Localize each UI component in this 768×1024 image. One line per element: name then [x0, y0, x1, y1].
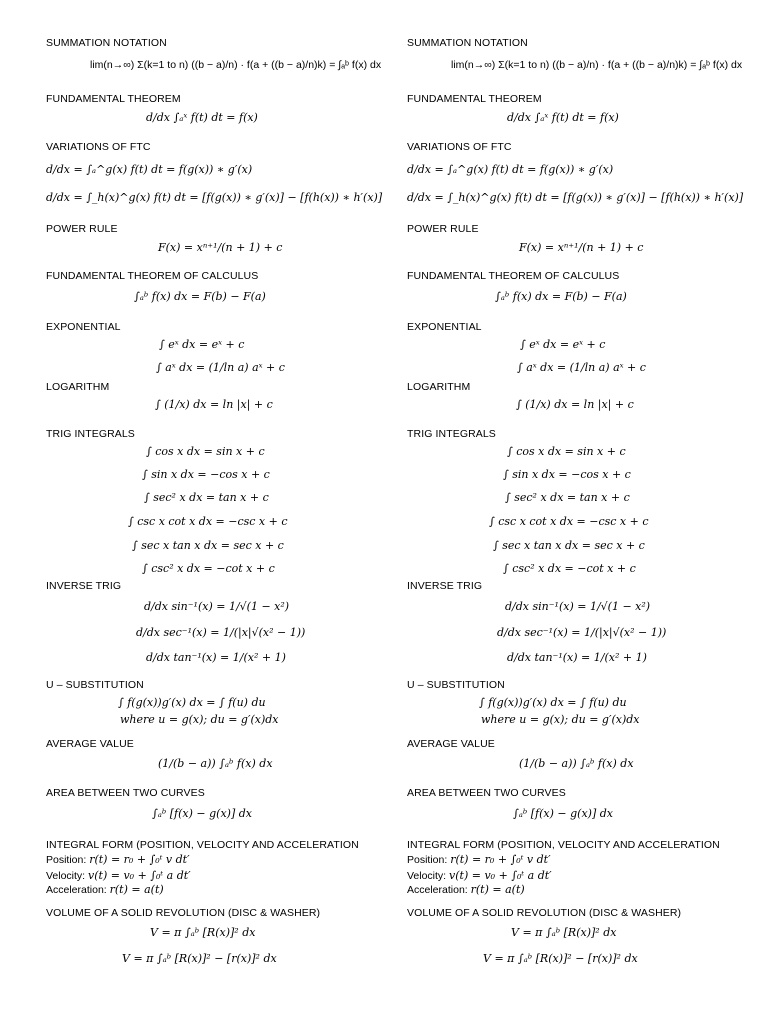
- formula-trig-1: ∫ cos x dx = sin x + c: [507, 445, 626, 458]
- section-title-summation: SUMMATION NOTATION: [46, 37, 167, 49]
- section-title-ftc-calculus: FUNDAMENTAL THEOREM OF CALCULUS: [46, 270, 259, 282]
- section-title-fundamental-theorem: FUNDAMENTAL THEOREM: [46, 93, 181, 105]
- formula-trig-6: ∫ csc² x dx = −cot x + c: [503, 562, 636, 575]
- formula-u-substitution: ∫ f(g(x))g′(x) dx = ∫ f(u) du: [479, 696, 627, 709]
- velocity-row: [407, 869, 552, 882]
- section-title-average-value: AVERAGE VALUE: [46, 738, 134, 750]
- formula-average-value: (1/(b − a)) ∫ₐᵇ f(x) dx: [158, 757, 273, 770]
- section-title-exponential: EXPONENTIAL: [46, 321, 121, 333]
- position-formula: r(t) = r₀ + ∫₀ᵗ v dt′: [450, 853, 551, 866]
- acceleration-formula: r(t) = a(t): [470, 883, 525, 896]
- formula-variations-1: d/dx = ∫ₐ^g(x) f(t) dt = f(g(x)) ∗ g′(x): [407, 163, 614, 176]
- formula-summation: lim(n→∞) Σ(k=1 to n) ((b − a)/n) · f(a + ((b − a)/n)k) = ∫ₐᵇ f(x) dx: [90, 59, 382, 71]
- section-title-u-substitution: U – SUBSTITUTION: [46, 679, 144, 691]
- formula-fundamental-theorem: d/dx ∫ₐˣ f(t) dt = f(x): [507, 111, 619, 124]
- formula-trig-1: ∫ cos x dx = sin x + c: [146, 445, 265, 458]
- acceleration-label: Acceleration:: [46, 884, 107, 896]
- formula-ftc-calculus: ∫ₐᵇ f(x) dx = F(b) − F(a): [495, 290, 627, 303]
- formula-trig-6: ∫ csc² x dx = −cot x + c: [142, 562, 275, 575]
- acceleration-formula: r(t) = a(t): [109, 883, 164, 896]
- formula-area-between-curves: ∫ₐᵇ [f(x) − g(x)] dx: [513, 807, 613, 820]
- acceleration-row: [46, 883, 164, 896]
- formula-logarithm: ∫ (1/x) dx = ln |x| + c: [516, 398, 634, 411]
- formula-average-value: (1/(b − a)) ∫ₐᵇ f(x) dx: [519, 757, 634, 770]
- formula-ftc-calculus: ∫ₐᵇ f(x) dx = F(b) − F(a): [134, 290, 266, 303]
- formula-inverse-1: d/dx sin⁻¹(x) = 1/√(1 − x²): [505, 600, 651, 613]
- section-title-average-value: AVERAGE VALUE: [407, 738, 495, 750]
- section-title-ftc-calculus: FUNDAMENTAL THEOREM OF CALCULUS: [407, 270, 620, 282]
- formula-exponential-1: ∫ eˣ dx = eˣ + c: [159, 338, 245, 351]
- velocity-label: Velocity:: [407, 870, 447, 882]
- formula-trig-2: ∫ sin x dx = −cos x + c: [142, 468, 270, 481]
- velocity-label: Velocity:: [46, 870, 86, 882]
- acceleration-row: [407, 883, 525, 896]
- formula-u-substitution-where: where u = g(x); du = g′(x)dx: [481, 713, 640, 726]
- formula-inverse-3: d/dx tan⁻¹(x) = 1/(x² + 1): [146, 651, 286, 664]
- section-title-logarithm: LOGARITHM: [407, 381, 471, 393]
- formula-fundamental-theorem: d/dx ∫ₐˣ f(t) dt = f(x): [146, 111, 258, 124]
- formula-trig-2: ∫ sin x dx = −cos x + c: [503, 468, 631, 481]
- formula-u-substitution-where: where u = g(x); du = g′(x)dx: [120, 713, 279, 726]
- formula-column-right: [407, 0, 767, 1024]
- formula-volume-washer: V = π ∫ₐᵇ [R(x)]² − [r(x)]² dx: [122, 952, 277, 965]
- section-title-volume-revolution: VOLUME OF A SOLID REVOLUTION (DISC & WASHER): [407, 907, 682, 919]
- section-title-trig-integrals: TRIG INTEGRALS: [407, 428, 496, 440]
- formula-trig-3: ∫ sec² x dx = tan x + c: [505, 491, 630, 504]
- position-row: [46, 853, 190, 866]
- formula-trig-5: ∫ sec x tan x dx = sec x + c: [493, 539, 645, 552]
- formula-trig-4: ∫ csc x cot x dx = −csc x + c: [489, 515, 649, 528]
- velocity-formula: v(t) = v₀ + ∫₀ᵗ a dt′: [449, 869, 552, 882]
- section-title-fundamental-theorem: FUNDAMENTAL THEOREM: [407, 93, 542, 105]
- section-title-area-between-curves: AREA BETWEEN TWO CURVES: [46, 787, 205, 799]
- formula-u-substitution: ∫ f(g(x))g′(x) dx = ∫ f(u) du: [118, 696, 266, 709]
- section-title-variations-ftc: VARIATIONS OF FTC: [46, 141, 151, 153]
- section-title-u-substitution: U – SUBSTITUTION: [407, 679, 505, 691]
- formula-inverse-1: d/dx sin⁻¹(x) = 1/√(1 − x²): [144, 600, 290, 613]
- formula-trig-5: ∫ sec x tan x dx = sec x + c: [132, 539, 284, 552]
- velocity-formula: v(t) = v₀ + ∫₀ᵗ a dt′: [88, 869, 191, 882]
- section-title-integral-form: INTEGRAL FORM (POSITION, VELOCITY AND ACCELERATION: [407, 839, 720, 851]
- section-title-trig-integrals: TRIG INTEGRALS: [46, 428, 135, 440]
- formula-exponential-2: ∫ aˣ dx = (1/ln a) aˣ + c: [156, 361, 285, 374]
- formula-trig-4: ∫ csc x cot x dx = −csc x + c: [128, 515, 288, 528]
- section-title-power-rule: POWER RULE: [46, 223, 118, 235]
- position-row: [407, 853, 551, 866]
- formula-volume-washer: V = π ∫ₐᵇ [R(x)]² − [r(x)]² dx: [483, 952, 638, 965]
- formula-trig-3: ∫ sec² x dx = tan x + c: [144, 491, 269, 504]
- formula-area-between-curves: ∫ₐᵇ [f(x) − g(x)] dx: [152, 807, 252, 820]
- formula-logarithm: ∫ (1/x) dx = ln |x| + c: [155, 398, 273, 411]
- position-label: Position:: [407, 854, 448, 866]
- formula-variations-1: d/dx = ∫ₐ^g(x) f(t) dt = f(g(x)) ∗ g′(x): [46, 163, 253, 176]
- velocity-row: [46, 869, 191, 882]
- section-title-integral-form: INTEGRAL FORM (POSITION, VELOCITY AND ACCELERATION: [46, 839, 359, 851]
- formula-variations-2: d/dx = ∫_h(x)^g(x) f(t) dt = [f(g(x)) ∗ g′(x)] − [f(h(x)) ∗ h′(x)]: [407, 191, 744, 204]
- formula-power-rule: F(x) = xⁿ⁺¹/(n + 1) + c: [519, 241, 644, 254]
- section-title-volume-revolution: VOLUME OF A SOLID REVOLUTION (DISC & WASHER): [46, 907, 321, 919]
- section-title-exponential: EXPONENTIAL: [407, 321, 482, 333]
- formula-inverse-3: d/dx tan⁻¹(x) = 1/(x² + 1): [507, 651, 647, 664]
- formula-volume-disc: V = π ∫ₐᵇ [R(x)]² dx: [150, 926, 256, 939]
- formula-power-rule: F(x) = xⁿ⁺¹/(n + 1) + c: [158, 241, 283, 254]
- section-title-area-between-curves: AREA BETWEEN TWO CURVES: [407, 787, 566, 799]
- formula-column-left: [46, 0, 406, 1024]
- position-label: Position:: [46, 854, 87, 866]
- formula-summation: lim(n→∞) Σ(k=1 to n) ((b − a)/n) · f(a + ((b − a)/n)k) = ∫ₐᵇ f(x) dx: [451, 59, 743, 71]
- position-formula: r(t) = r₀ + ∫₀ᵗ v dt′: [89, 853, 190, 866]
- section-title-inverse-trig: INVERSE TRIG: [46, 580, 122, 592]
- formula-exponential-2: ∫ aˣ dx = (1/ln a) aˣ + c: [517, 361, 646, 374]
- section-title-power-rule: POWER RULE: [407, 223, 479, 235]
- section-title-inverse-trig: INVERSE TRIG: [407, 580, 483, 592]
- formula-exponential-1: ∫ eˣ dx = eˣ + c: [520, 338, 606, 351]
- formula-variations-2: d/dx = ∫_h(x)^g(x) f(t) dt = [f(g(x)) ∗ g′(x)] − [f(h(x)) ∗ h′(x)]: [46, 191, 383, 204]
- section-title-logarithm: LOGARITHM: [46, 381, 110, 393]
- section-title-summation: SUMMATION NOTATION: [407, 37, 528, 49]
- formula-inverse-2: d/dx sec⁻¹(x) = 1/(|x|√(x² − 1)): [136, 626, 306, 639]
- formula-volume-disc: V = π ∫ₐᵇ [R(x)]² dx: [511, 926, 617, 939]
- acceleration-label: Acceleration:: [407, 884, 468, 896]
- section-title-variations-ftc: VARIATIONS OF FTC: [407, 141, 512, 153]
- formula-inverse-2: d/dx sec⁻¹(x) = 1/(|x|√(x² − 1)): [497, 626, 667, 639]
